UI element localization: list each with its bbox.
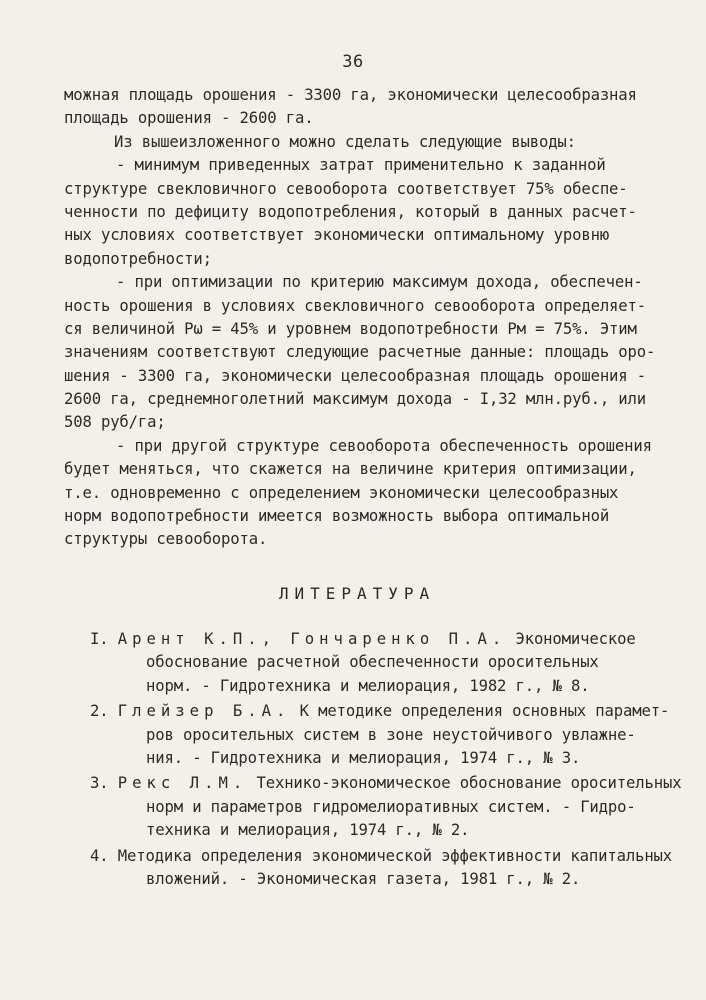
text-line: т.е. одновременно с определением экономически целесообразных bbox=[64, 483, 619, 502]
reference-authors: Рекс Л.М. bbox=[117, 774, 248, 793]
text-line: Из вышеизложенного можно сделать следующие выводы: bbox=[114, 132, 576, 151]
reference-item bbox=[90, 628, 680, 698]
reference-list bbox=[90, 628, 680, 893]
text-line: площадь орошения - 2600 га. bbox=[64, 109, 314, 128]
text-line: ность орошения в условиях свекловичного севооборота определяет- bbox=[64, 296, 647, 315]
reference-number: I. bbox=[90, 630, 109, 648]
reference-title: Технико-экономическое обоснование оросительных bbox=[256, 774, 682, 793]
reference-line: обоснование расчетной обеспеченности оросительных bbox=[146, 653, 599, 672]
literature-heading: ЛИТЕРАТУРА bbox=[278, 584, 436, 603]
text-line: структуре свекловичного севооборота соответствует 75% обеспе- bbox=[64, 179, 628, 198]
text-line: значениям соответствуют следующие расчетные данные: площадь оро- bbox=[64, 343, 656, 362]
text-line: 2600 га, среднемноголетний максимум дохода - I,32 млн.руб., или bbox=[64, 390, 647, 409]
reference-line: вложений. - Экономическая газета, 1981 г., № 2. bbox=[146, 869, 581, 888]
text-line: шения - 3300 га, экономически целесообразная площадь орошения - bbox=[64, 366, 647, 385]
reference-item bbox=[90, 700, 680, 770]
text-line: можная площадь орошения - 3300 га, экономически целесообразная bbox=[64, 86, 637, 104]
reference-line: ров оросительных систем в зоне неустойчивого увлажне- bbox=[146, 725, 636, 744]
page-number: 36 bbox=[342, 52, 364, 72]
text-line: - при другой структуре севооборота обеспеченность орошения bbox=[116, 436, 652, 455]
text-line: будет меняться, что скажется на величине критерия оптимизации, bbox=[64, 460, 637, 479]
body-text bbox=[64, 84, 664, 552]
text-line: - минимум приведенных затрат применительно к заданной bbox=[116, 156, 606, 175]
reference-title: Экономическое bbox=[515, 630, 636, 648]
text-line: - при оптимизации по критерию максимум дохода, обеспечен- bbox=[116, 273, 643, 292]
reference-authors: Арент К.П., Гончаренко П.А. bbox=[117, 630, 507, 648]
text-line: структуры севооборота. bbox=[64, 530, 268, 549]
reference-number: 4. bbox=[90, 846, 109, 865]
reference-number: 2. bbox=[90, 702, 109, 721]
reference-number: 3. bbox=[90, 774, 109, 793]
text-line: ченности по дефициту водопотребления, который в данных расчет- bbox=[64, 202, 637, 221]
reference-title: К методике определения основных парамет- bbox=[299, 702, 670, 721]
text-line: ся величиной Pω = 45% и уровнем водопотребности Pм = 75%. Этим bbox=[64, 319, 637, 338]
reference-line: техника и мелиорация, 1974 г., № 2. bbox=[146, 821, 470, 840]
reference-authors: Глейзер Б.А. bbox=[117, 702, 291, 721]
text-line: норм водопотребности имеется возможность выбора оптимальной bbox=[64, 507, 610, 526]
reference-title: Методика определения экономической эффективности капитальных bbox=[117, 846, 673, 865]
reference-line: ния. - Гидротехника и мелиорация, 1974 г., № 3. bbox=[146, 748, 581, 767]
reference-item bbox=[90, 772, 680, 842]
reference-line: норм и параметров гидромелиоративных систем. - Гидро- bbox=[146, 797, 636, 816]
text-line: 508 руб/га; bbox=[64, 413, 166, 432]
reference-line: норм. - Гидротехника и мелиорация, 1982 г., № 8. bbox=[146, 676, 590, 695]
reference-item bbox=[90, 845, 680, 892]
text-line: ных условиях соответствует экономически оптимальному уровню bbox=[64, 226, 610, 245]
text-line: водопотребности; bbox=[64, 249, 212, 268]
